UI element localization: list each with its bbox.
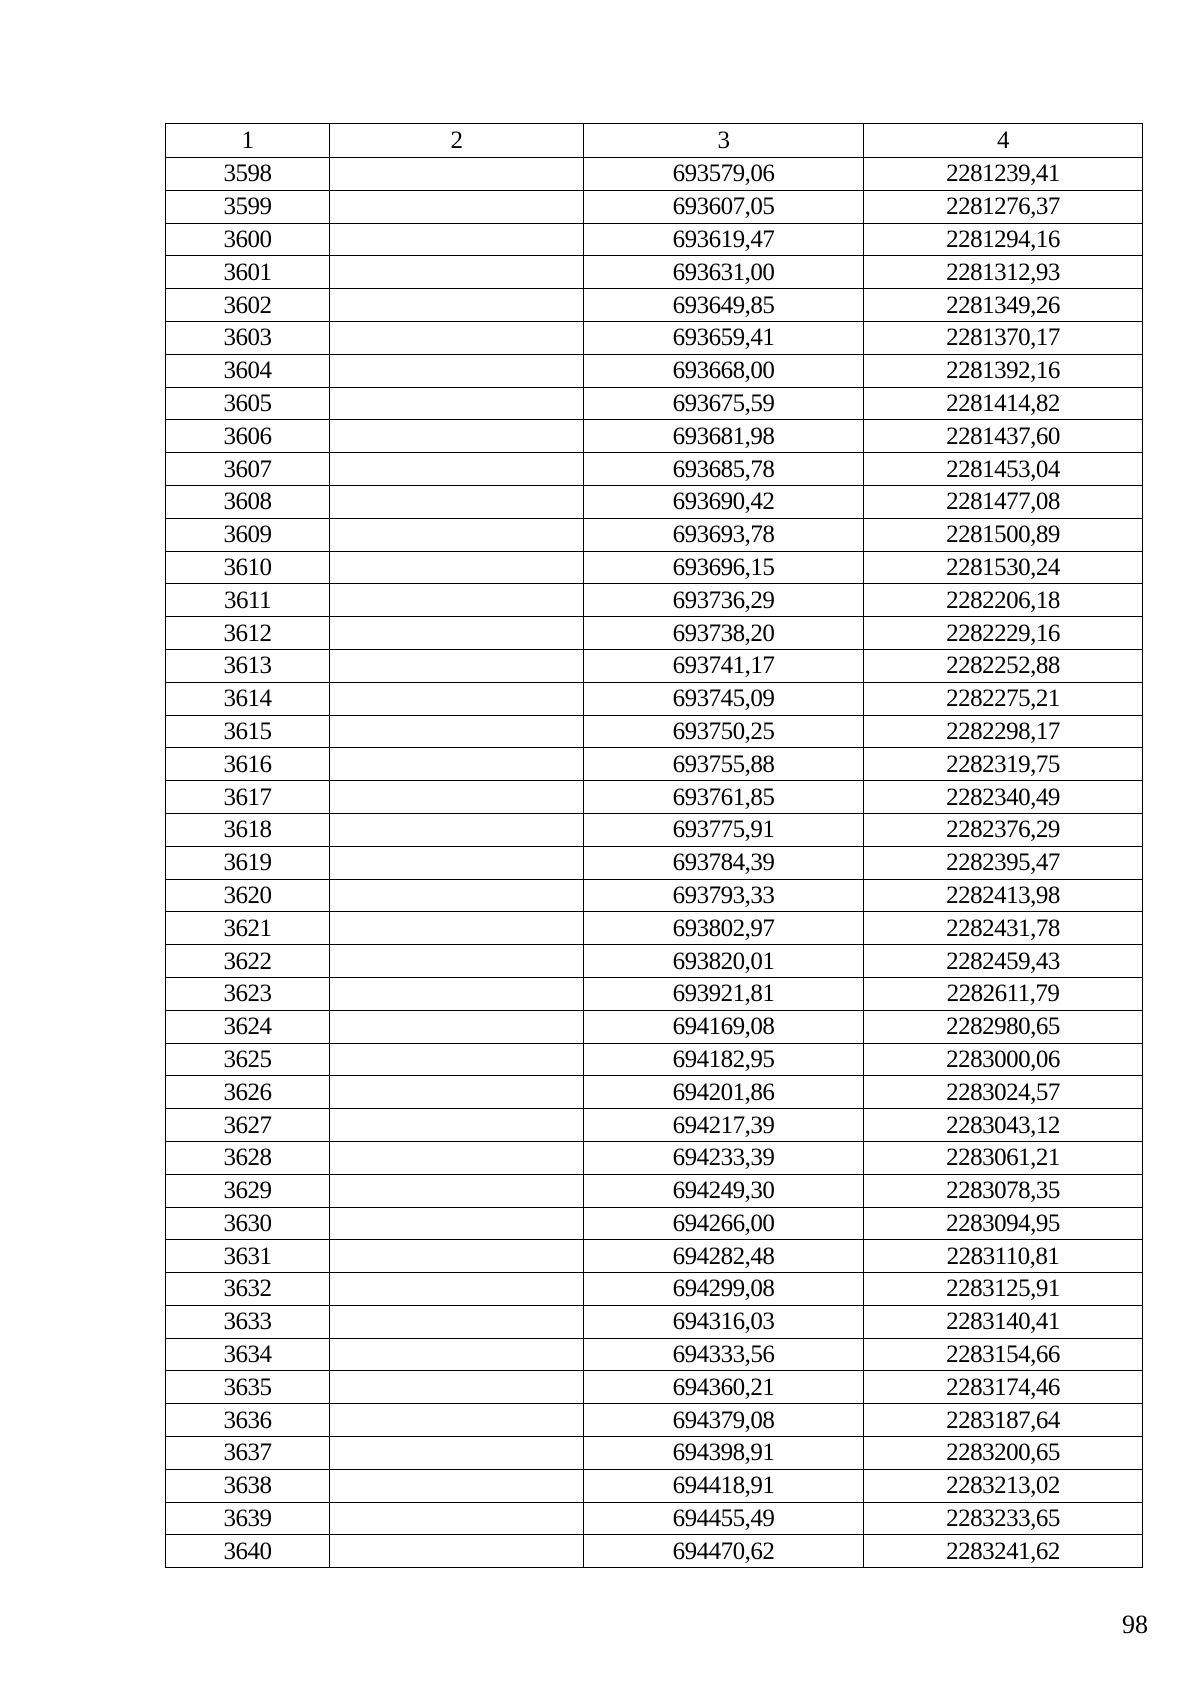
note-cell [330,551,584,584]
note-cell [330,1109,584,1142]
point-number-cell: 3622 [166,945,330,978]
y-coordinate-cell: 2282431,78 [864,912,1143,945]
y-coordinate-cell: 2281437,60 [864,420,1143,453]
table-row [166,879,1143,912]
table-row [166,1404,1143,1437]
note-cell [330,1240,584,1273]
x-coordinate-cell: 693685,78 [584,453,864,486]
point-number-cell: 3627 [166,1109,330,1142]
y-coordinate-cell: 2282611,79 [864,977,1143,1010]
table-row [166,321,1143,354]
note-cell [330,190,584,223]
note-cell [330,420,584,453]
table-row [166,1207,1143,1240]
y-coordinate-cell: 2281414,82 [864,387,1143,420]
y-coordinate-cell: 2283094,95 [864,1207,1143,1240]
table-row [166,1010,1143,1043]
table-row [166,453,1143,486]
x-coordinate-cell: 693607,05 [584,190,864,223]
point-number-cell: 3626 [166,1076,330,1109]
table-body [166,158,1143,1568]
x-coordinate-cell: 693736,29 [584,584,864,617]
x-coordinate-cell: 693741,17 [584,649,864,682]
point-number-cell: 3617 [166,781,330,814]
point-number-cell: 3635 [166,1371,330,1404]
x-coordinate-cell: 694249,30 [584,1174,864,1207]
y-coordinate-cell: 2283000,06 [864,1043,1143,1076]
note-cell [330,1043,584,1076]
note-cell [330,649,584,682]
x-coordinate-cell: 693793,33 [584,879,864,912]
table-row [166,748,1143,781]
note-cell [330,1404,584,1437]
point-number-cell: 3633 [166,1305,330,1338]
table-row [166,649,1143,682]
point-number-cell: 3625 [166,1043,330,1076]
y-coordinate-cell: 2283125,91 [864,1273,1143,1306]
note-cell [330,321,584,354]
point-number-cell: 3619 [166,846,330,879]
note-cell [330,879,584,912]
x-coordinate-cell: 693775,91 [584,813,864,846]
note-cell [330,387,584,420]
point-number-cell: 3630 [166,1207,330,1240]
x-coordinate-cell: 693802,97 [584,912,864,945]
x-coordinate-cell: 693659,41 [584,321,864,354]
y-coordinate-cell: 2282459,43 [864,945,1143,978]
table-row [166,1273,1143,1306]
y-coordinate-cell: 2282413,98 [864,879,1143,912]
note-cell [330,781,584,814]
point-number-cell: 3612 [166,617,330,650]
point-number-cell: 3598 [166,158,330,191]
x-coordinate-cell: 693631,00 [584,256,864,289]
y-coordinate-cell: 2282376,29 [864,813,1143,846]
note-cell [330,256,584,289]
point-number-cell: 3599 [166,190,330,223]
y-coordinate-cell: 2281530,24 [864,551,1143,584]
x-coordinate-cell: 694299,08 [584,1273,864,1306]
note-cell [330,846,584,879]
table-row [166,945,1143,978]
table-row [166,518,1143,551]
note-cell [330,223,584,256]
y-coordinate-cell: 2283241,62 [864,1535,1143,1568]
table-row [166,617,1143,650]
table-row [166,813,1143,846]
point-number-cell: 3600 [166,223,330,256]
point-number-cell: 3615 [166,715,330,748]
note-cell [330,1207,584,1240]
table-row [166,387,1143,420]
table-row [166,420,1143,453]
table-row [166,1076,1143,1109]
table-row [166,912,1143,945]
point-number-cell: 3640 [166,1535,330,1568]
y-coordinate-cell: 2282206,18 [864,584,1143,617]
note-cell [330,1076,584,1109]
x-coordinate-cell: 693696,15 [584,551,864,584]
y-coordinate-cell: 2281294,16 [864,223,1143,256]
note-cell [330,158,584,191]
x-coordinate-cell: 693675,59 [584,387,864,420]
point-number-cell: 3628 [166,1141,330,1174]
y-coordinate-cell: 2281276,37 [864,190,1143,223]
x-coordinate-cell: 693784,39 [584,846,864,879]
point-number-cell: 3634 [166,1338,330,1371]
point-number-cell: 3604 [166,354,330,387]
table-row [166,485,1143,518]
y-coordinate-cell: 2281239,41 [864,158,1143,191]
y-coordinate-cell: 2281392,16 [864,354,1143,387]
x-coordinate-cell: 694379,08 [584,1404,864,1437]
note-cell [330,1305,584,1338]
y-coordinate-cell: 2283174,46 [864,1371,1143,1404]
x-coordinate-cell: 694201,86 [584,1076,864,1109]
table-row [166,1371,1143,1404]
table-row [166,190,1143,223]
x-coordinate-cell: 694360,21 [584,1371,864,1404]
note-cell [330,813,584,846]
table-row [166,1174,1143,1207]
point-number-cell: 3609 [166,518,330,551]
note-cell [330,1141,584,1174]
point-number-cell: 3610 [166,551,330,584]
note-cell [330,682,584,715]
x-coordinate-cell: 694169,08 [584,1010,864,1043]
point-number-cell: 3639 [166,1502,330,1535]
point-number-cell: 3621 [166,912,330,945]
x-coordinate-cell: 694470,62 [584,1535,864,1568]
y-coordinate-cell: 2283200,65 [864,1437,1143,1470]
y-coordinate-cell: 2281312,93 [864,256,1143,289]
y-coordinate-cell: 2283043,12 [864,1109,1143,1142]
x-coordinate-cell: 693921,81 [584,977,864,1010]
note-cell [330,617,584,650]
note-cell [330,354,584,387]
header-col-4: 4 [864,124,1143,158]
point-number-cell: 3616 [166,748,330,781]
x-coordinate-cell: 694418,91 [584,1469,864,1502]
x-coordinate-cell: 694316,03 [584,1305,864,1338]
x-coordinate-cell: 694233,39 [584,1141,864,1174]
point-number-cell: 3602 [166,289,330,322]
point-number-cell: 3620 [166,879,330,912]
x-coordinate-cell: 693750,25 [584,715,864,748]
point-number-cell: 3636 [166,1404,330,1437]
table-row [166,1437,1143,1470]
table-row [166,1141,1143,1174]
point-number-cell: 3629 [166,1174,330,1207]
table-row [166,158,1143,191]
point-number-cell: 3608 [166,485,330,518]
x-coordinate-cell: 693820,01 [584,945,864,978]
y-coordinate-cell: 2282319,75 [864,748,1143,781]
y-coordinate-cell: 2281349,26 [864,289,1143,322]
note-cell [330,1437,584,1470]
point-number-cell: 3624 [166,1010,330,1043]
x-coordinate-cell: 693649,85 [584,289,864,322]
y-coordinate-cell: 2282275,21 [864,682,1143,715]
table-row [166,1240,1143,1273]
x-coordinate-cell: 693619,47 [584,223,864,256]
table-row [166,1535,1143,1568]
note-cell [330,977,584,1010]
table-row [166,256,1143,289]
table-row [166,977,1143,1010]
point-number-cell: 3601 [166,256,330,289]
x-coordinate-cell: 694455,49 [584,1502,864,1535]
point-number-cell: 3614 [166,682,330,715]
note-cell [330,289,584,322]
x-coordinate-cell: 693738,20 [584,617,864,650]
y-coordinate-cell: 2283078,35 [864,1174,1143,1207]
table-header-row [166,124,1143,158]
x-coordinate-cell: 693745,09 [584,682,864,715]
point-number-cell: 3603 [166,321,330,354]
header-col-1: 1 [166,124,330,158]
note-cell [330,945,584,978]
table-row [166,1043,1143,1076]
y-coordinate-cell: 2281477,08 [864,485,1143,518]
note-cell [330,584,584,617]
note-cell [330,1371,584,1404]
coordinates-table [165,123,1143,1568]
header-col-2: 2 [330,124,584,158]
table-row [166,1502,1143,1535]
table-row [166,1305,1143,1338]
note-cell [330,1535,584,1568]
note-cell [330,1273,584,1306]
note-cell [330,1010,584,1043]
table-row [166,551,1143,584]
note-cell [330,518,584,551]
y-coordinate-cell: 2281370,17 [864,321,1143,354]
x-coordinate-cell: 693761,85 [584,781,864,814]
x-coordinate-cell: 694398,91 [584,1437,864,1470]
note-cell [330,1338,584,1371]
y-coordinate-cell: 2282340,49 [864,781,1143,814]
note-cell [330,748,584,781]
note-cell [330,912,584,945]
note-cell [330,485,584,518]
y-coordinate-cell: 2283024,57 [864,1076,1143,1109]
x-coordinate-cell: 693668,00 [584,354,864,387]
point-number-cell: 3605 [166,387,330,420]
point-number-cell: 3611 [166,584,330,617]
table-row [166,1469,1143,1502]
table-row [166,584,1143,617]
x-coordinate-cell: 694182,95 [584,1043,864,1076]
y-coordinate-cell: 2283140,41 [864,1305,1143,1338]
point-number-cell: 3638 [166,1469,330,1502]
y-coordinate-cell: 2282395,47 [864,846,1143,879]
table-row [166,1338,1143,1371]
point-number-cell: 3631 [166,1240,330,1273]
header-col-3: 3 [584,124,864,158]
y-coordinate-cell: 2283233,65 [864,1502,1143,1535]
table-row [166,781,1143,814]
note-cell [330,1174,584,1207]
table-row [166,354,1143,387]
x-coordinate-cell: 694333,56 [584,1338,864,1371]
table-row [166,846,1143,879]
y-coordinate-cell: 2283187,64 [864,1404,1143,1437]
page-number: 98 [1122,1610,1148,1639]
x-coordinate-cell: 693690,42 [584,485,864,518]
y-coordinate-cell: 2282298,17 [864,715,1143,748]
x-coordinate-cell: 694217,39 [584,1109,864,1142]
y-coordinate-cell: 2282252,88 [864,649,1143,682]
y-coordinate-cell: 2282980,65 [864,1010,1143,1043]
table-row [166,289,1143,322]
note-cell [330,1502,584,1535]
y-coordinate-cell: 2282229,16 [864,617,1143,650]
x-coordinate-cell: 693693,78 [584,518,864,551]
x-coordinate-cell: 694266,00 [584,1207,864,1240]
note-cell [330,453,584,486]
point-number-cell: 3618 [166,813,330,846]
table-row [166,223,1143,256]
point-number-cell: 3632 [166,1273,330,1306]
y-coordinate-cell: 2283061,21 [864,1141,1143,1174]
y-coordinate-cell: 2281453,04 [864,453,1143,486]
x-coordinate-cell: 693681,98 [584,420,864,453]
x-coordinate-cell: 693579,06 [584,158,864,191]
x-coordinate-cell: 694282,48 [584,1240,864,1273]
y-coordinate-cell: 2283110,81 [864,1240,1143,1273]
point-number-cell: 3623 [166,977,330,1010]
point-number-cell: 3606 [166,420,330,453]
point-number-cell: 3613 [166,649,330,682]
y-coordinate-cell: 2283154,66 [864,1338,1143,1371]
y-coordinate-cell: 2283213,02 [864,1469,1143,1502]
x-coordinate-cell: 693755,88 [584,748,864,781]
table-row [166,682,1143,715]
table-row [166,1109,1143,1142]
y-coordinate-cell: 2281500,89 [864,518,1143,551]
point-number-cell: 3607 [166,453,330,486]
table-row [166,715,1143,748]
note-cell [330,715,584,748]
note-cell [330,1469,584,1502]
point-number-cell: 3637 [166,1437,330,1470]
